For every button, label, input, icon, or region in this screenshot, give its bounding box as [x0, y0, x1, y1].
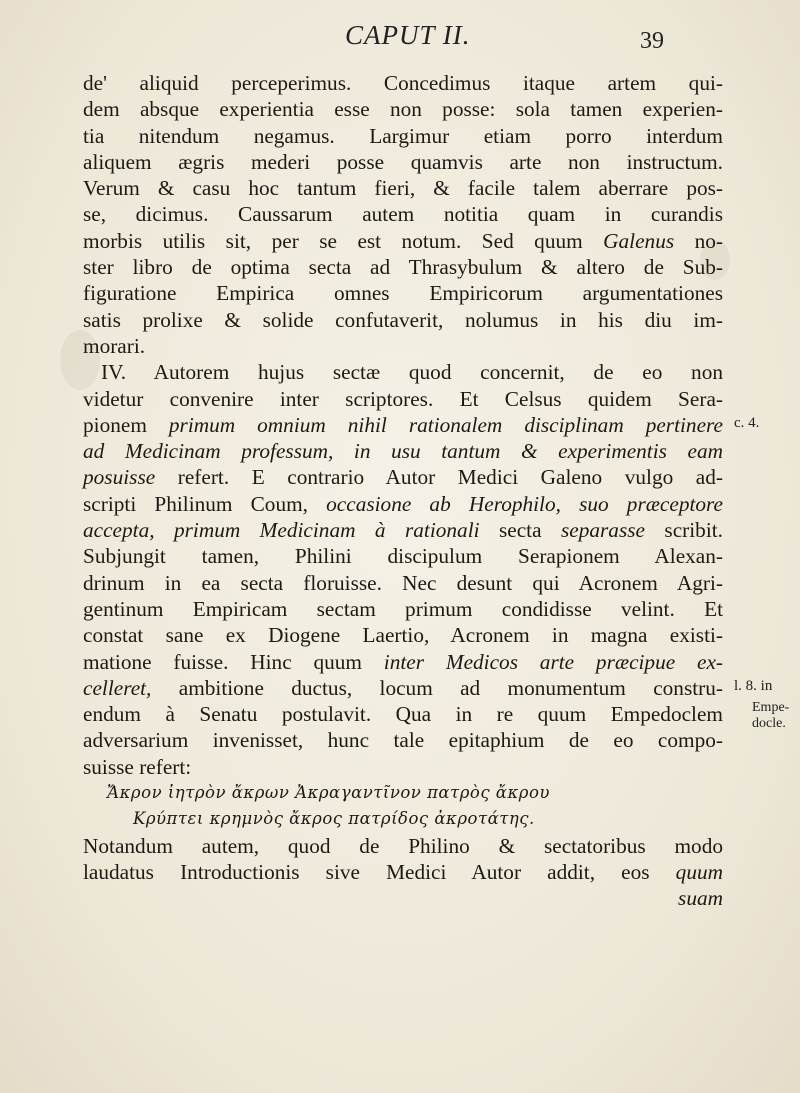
margin-note-part: docle. — [752, 716, 786, 731]
text-line — [83, 701, 723, 727]
text-line — [83, 885, 723, 911]
text-run: Subjungit tamen, Philini discipulum Serapionem Alexan- — [83, 544, 723, 569]
italic-phrase: Galenus — [603, 228, 675, 253]
text-line — [83, 96, 723, 122]
text-run: adversarium invenisset, hunc tale epitaphium de eo compo- — [83, 728, 723, 753]
italic-phrase: posuisse — [83, 465, 156, 490]
greek-verse-line — [83, 780, 723, 806]
text-run: figuratione Empirica omnes Empiricorum argumentationes — [83, 281, 723, 306]
margin-note: c. 4. — [734, 415, 760, 431]
text-line — [83, 307, 723, 333]
text-line — [83, 70, 723, 96]
text-line — [83, 254, 723, 280]
text-run: dem absque experientia esse non posse: sola tamen experien- — [83, 97, 723, 122]
text-run: endum à Senatu postulavit. Qua in re quum Empedoclem — [83, 702, 723, 727]
text-line — [83, 201, 723, 227]
text-line — [83, 859, 723, 885]
text-run: secta — [479, 518, 561, 543]
text-line — [83, 464, 723, 490]
text-run: no- — [674, 228, 723, 253]
text-line — [83, 386, 723, 412]
greek-verse-line — [83, 806, 723, 832]
text-line — [83, 622, 723, 648]
text-line — [83, 228, 723, 254]
text-line — [83, 175, 723, 201]
text-line — [83, 727, 723, 753]
text-run: refert. E contrario Autor Medici Galeno vulgo ad- — [155, 465, 723, 490]
italic-phrase: accepta, primum Medicinam à rationali — [83, 518, 480, 543]
text-run: ster libro de optima secta ad Thrasybulum & altero de Sub- — [83, 255, 723, 280]
text-run: Ἄκρον ἰητρὸν ἄκρων Ἀκραγαντῖνον πατρὸς ἄκρου — [107, 783, 550, 803]
text-run: laudatus Introductionis sive Medici Autor addit, eos — [83, 859, 676, 884]
italic-phrase: suam — [678, 886, 723, 911]
running-head: CAPUT II. — [345, 20, 471, 50]
text-line — [83, 123, 723, 149]
page-header — [0, 14, 800, 54]
text-run: tia nitendum negamus. Largimur etiam porro interdum — [83, 123, 723, 148]
text-line — [83, 833, 723, 859]
text-run: Verum & casu hoc tantum fieri, & facile talem aberrare pos- — [83, 176, 723, 201]
italic-phrase: inter Medicos arte præcipue ex- — [383, 649, 723, 674]
text-line — [83, 649, 723, 675]
italic-phrase: celleret, — [83, 675, 152, 700]
page-number: 39 — [640, 28, 664, 54]
text-line — [83, 675, 723, 701]
text-run: videtur convenire inter scriptores. Et Celsus quidem Sera- — [83, 386, 723, 411]
text-run: satis prolixe & solide confutaverit, nolumus in his diu im- — [83, 307, 723, 332]
body-text — [83, 70, 723, 912]
text-run: drinum in ea secta floruisse. Nec desunt qui Acronem Agri- — [83, 570, 723, 595]
text-run: Notandum autem, quod de Philino & sectatoribus modo — [83, 833, 723, 858]
text-line — [83, 517, 723, 543]
text-run: ambitione ductus, locum ad monumentum constru- — [151, 675, 723, 700]
text-line — [83, 543, 723, 569]
text-run: Κρύπτει κρημνὸς ἄκρος πατρίδος ἀκροτάτης. — [133, 809, 535, 829]
text-line — [83, 570, 723, 596]
text-run: aliquem ægris mederi posse quamvis arte non instructum. — [83, 149, 723, 174]
text-run: pionem — [83, 412, 169, 437]
text-run: constat sane ex Diogene Laertio, Acronem in magna existi- — [83, 623, 723, 648]
text-line — [83, 491, 723, 517]
margin-note — [752, 700, 789, 732]
text-run: IV. Autorem hujus sectæ quod concernit, de eo non — [101, 360, 723, 385]
text-line — [83, 359, 723, 385]
text-run: suisse refert: — [83, 754, 192, 779]
text-line — [83, 596, 723, 622]
margin-note-part: Empe- — [752, 700, 790, 715]
italic-phrase: ad Medicinam professum, in usu tantum & experimentis eam — [83, 439, 723, 464]
text-run: de' aliquid perceperimus. Concedimus itaque artem qui- — [83, 71, 723, 95]
text-line — [83, 333, 723, 359]
text-run: scribit. — [645, 518, 723, 543]
text-run: scripti Philinum Coum, — [83, 491, 327, 516]
text-line — [83, 149, 723, 175]
text-line — [83, 412, 723, 438]
italic-phrase: occasione ab Herophilo, suo præceptore — [326, 491, 723, 516]
text-line — [83, 438, 723, 464]
text-run: morari. — [83, 333, 146, 358]
text-line — [83, 280, 723, 306]
text-run: morbis utilis sit, per se est notum. Sed quum — [83, 228, 604, 253]
text-line — [83, 754, 723, 780]
text-run: gentinum Empiricam sectam primum condidisse velint. Et — [83, 596, 723, 621]
italic-phrase: separasse — [560, 518, 645, 543]
text-run: matione fuisse. Hinc quum — [83, 649, 384, 674]
italic-phrase: quum — [675, 859, 723, 884]
text-run: se, dicimus. Caussarum autem notitia quam in curandis — [83, 202, 723, 227]
italic-phrase: primum omnium nihil rationalem disciplinam pertinere — [168, 412, 723, 437]
margin-note: l. 8. in — [734, 678, 773, 694]
